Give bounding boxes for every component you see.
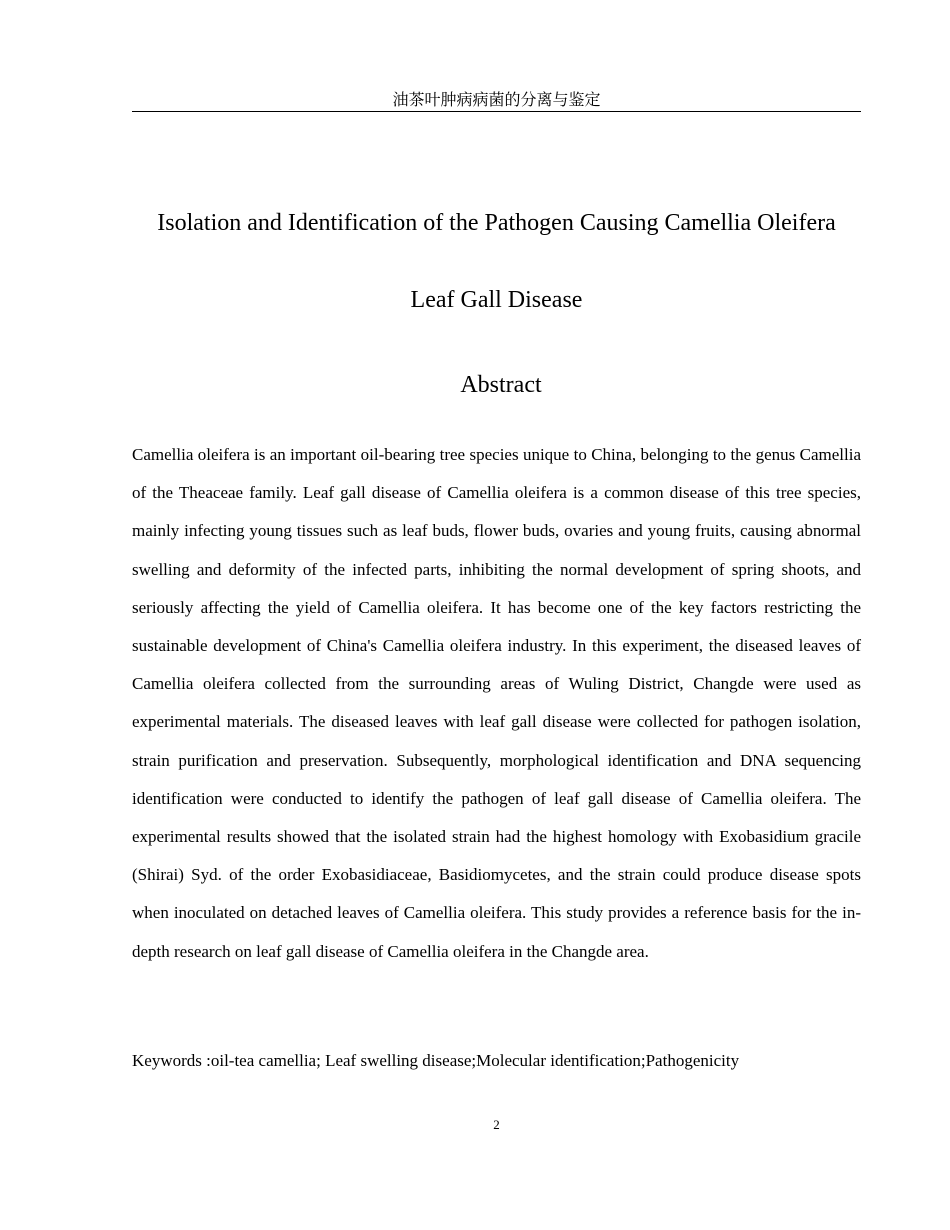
keywords: Keywords :oil-tea camellia; Leaf swelling disease;Molecular identification;Pathogenicity [132, 1051, 740, 1070]
paper-title-line-2: Leaf Gall Disease [410, 287, 583, 313]
paper-title-line-1: Isolation and Identification of the Pathogen Causing Camellia Oleifera [157, 210, 836, 236]
abstract-heading: Abstract [460, 372, 542, 398]
page-number: 2 [493, 1117, 500, 1132]
abstract-body: Camellia oleifera is an important oil-bearing tree species unique to China, belonging to the genus Camellia of the Theaceae family. Leaf gall disease of Camellia oleifera is a common disease of this tree species, mainly infecting young tissues such as leaf buds, flower buds, ovaries and young fruits, causing abnormal swelling and deformity of the infected parts, inhibiting the normal development of spring shoots, and seriously affecting the yield of Camellia oleifera. It has become one of the key factors restricting the sustainable development of China's Camellia oleifera industry. In this experiment, the diseased leaves of Camellia oleifera collected from the surrounding areas of Wuling District, Changde were used as experimental materials. The diseased leaves with leaf gall disease were collected for pathogen isolation, strain purification and preservation. Subsequently, morphological identification and DNA sequencing identification were conducted to identify the pathogen of leaf gall disease of Camellia oleifera. The experimental results showed that the isolated strain had the highest homology with Exobasidium gracile (Shirai) Syd. of the order Exobasidiaceae, Basidiomycetes, and the strain could produce disease spots when inoculated on detached leaves of Camellia oleifera. This study provides a reference basis for the in-depth research on leaf gall disease of Camellia oleifera in the Changde area. [132, 445, 861, 961]
running-header: 油茶叶肿病病菌的分离与鉴定 [132, 89, 861, 112]
